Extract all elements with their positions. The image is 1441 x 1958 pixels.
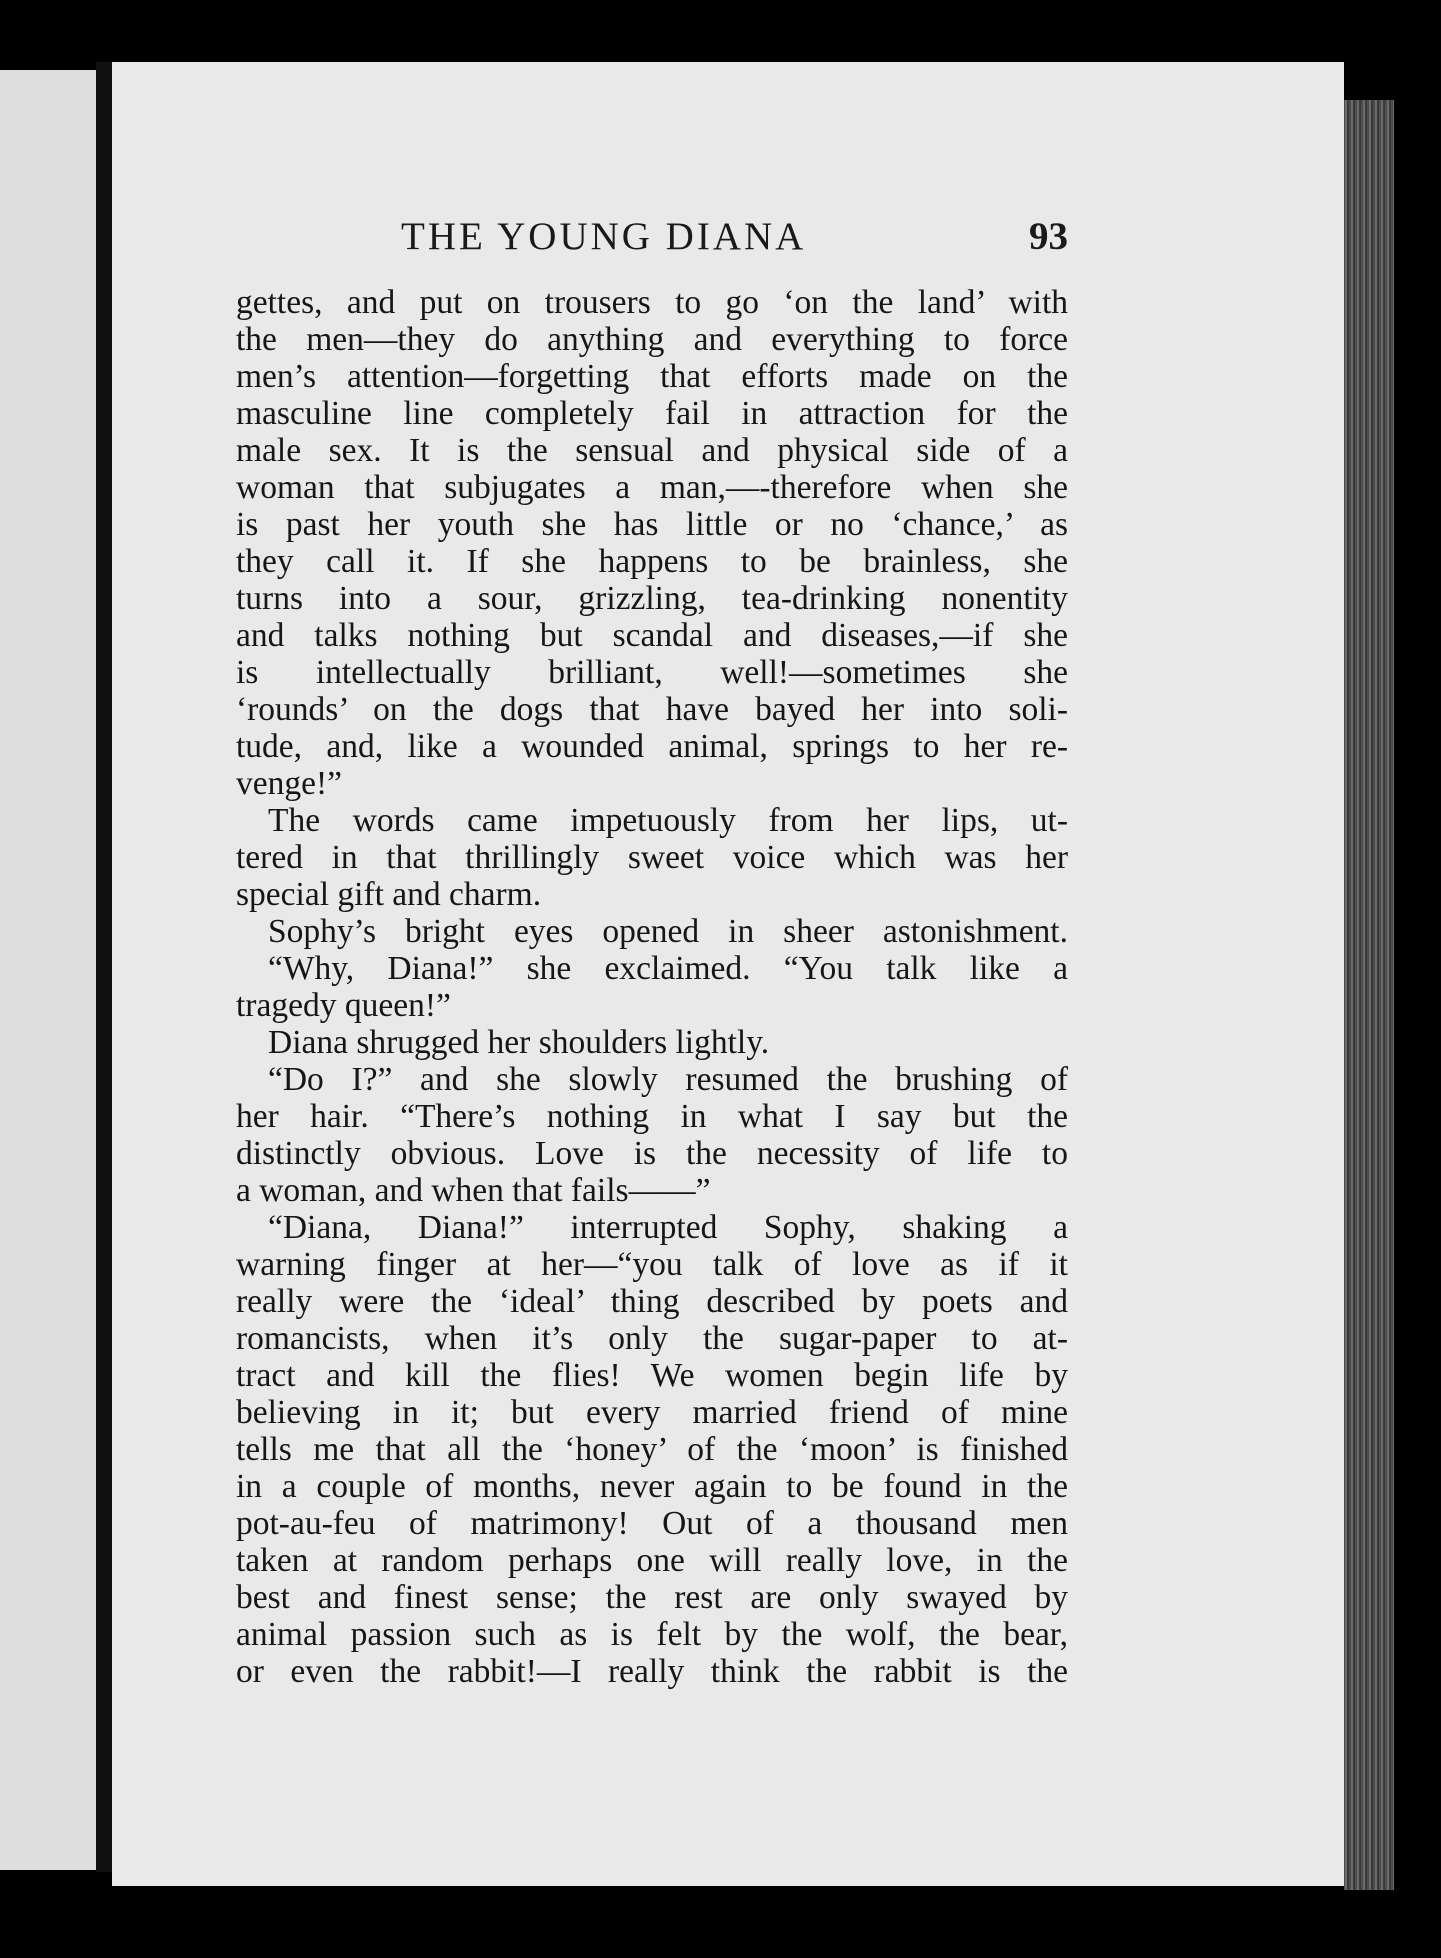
text-line: the men—they do anything and everything to force (236, 321, 1068, 358)
text-line: pot-au-feu of matrimony! Out of a thousand men (236, 1505, 1068, 1542)
text-line: animal passion such as is felt by the wolf, the bear, (236, 1616, 1068, 1653)
text-line: in a couple of months, never again to be found in the (236, 1468, 1068, 1505)
page-number: 93 (1029, 215, 1068, 258)
text-line: turns into a sour, grizzling, tea-drinking nonentity (236, 580, 1068, 617)
text-line: Diana shrugged her shoulders lightly. (268, 1024, 770, 1061)
text-line: “Do I?” and she slowly resumed the brushing of (268, 1061, 1068, 1098)
text-line: taken at random perhaps one will really love, in the (236, 1542, 1068, 1579)
text-line: is intellectually brilliant, well!—sometimes she (236, 654, 1068, 691)
text-line: special gift and charm. (236, 876, 542, 913)
text-line: really were the ‘ideal’ thing described by poets and (236, 1283, 1068, 1320)
text-line: woman that subjugates a man,—-therefore when she (236, 469, 1068, 506)
running-header (236, 214, 1068, 264)
text-line: gettes, and put on trousers to go ‘on the land’ with (236, 284, 1068, 321)
text-line: tered in that thrillingly sweet voice which was her (236, 839, 1068, 876)
page-stack-edge (1344, 100, 1394, 1890)
text-line: tragedy queen!” (236, 987, 451, 1024)
body-text (236, 284, 1068, 1690)
text-line: her hair. “There’s nothing in what I say but the (236, 1098, 1068, 1135)
text-line: Sophy’s bright eyes opened in sheer astonishment. (268, 913, 1068, 950)
text-line: best and finest sense; the rest are only swayed by (236, 1579, 1068, 1616)
text-line: men’s attention—forgetting that efforts made on the (236, 358, 1068, 395)
text-line: The words came impetuously from her lips, ut- (268, 802, 1068, 839)
text-line: believing in it; but every married friend of mine (236, 1394, 1068, 1431)
text-line: tract and kill the flies! We women begin life by (236, 1357, 1068, 1394)
text-line: male sex. It is the sensual and physical side of a (236, 432, 1068, 469)
text-line: and talks nothing but scandal and diseases,—if she (236, 617, 1068, 654)
text-line: “Why, Diana!” she exclaimed. “You talk like a (268, 950, 1068, 987)
scan-border (1394, 0, 1441, 1958)
book-gutter (96, 62, 112, 1872)
text-line: they call it. If she happens to be brainless, she (236, 543, 1068, 580)
text-line: romancists, when it’s only the sugar-paper to at- (236, 1320, 1068, 1357)
text-line: tude, and, like a wounded animal, springs to her re- (236, 728, 1068, 765)
running-title: THE YOUNG DIANA (401, 215, 807, 258)
text-line: ‘rounds’ on the dogs that have bayed her into soli- (236, 691, 1068, 728)
text-line: tells me that all the ‘honey’ of the ‘moon’ is finished (236, 1431, 1068, 1468)
text-line: masculine line completely fail in attraction for the (236, 395, 1068, 432)
text-line: venge!” (236, 765, 343, 802)
text-line: distinctly obvious. Love is the necessity of life to (236, 1135, 1068, 1172)
text-line: “Diana, Diana!” interrupted Sophy, shaking a (268, 1209, 1068, 1246)
text-line: a woman, and when that fails——” (236, 1172, 711, 1209)
left-page-edge (0, 70, 96, 1870)
text-line: is past her youth she has little or no ‘chance,’ as (236, 506, 1068, 543)
text-line: warning finger at her—“you talk of love as if it (236, 1246, 1068, 1283)
text-line: or even the rabbit!—I really think the rabbit is the (236, 1653, 1068, 1690)
